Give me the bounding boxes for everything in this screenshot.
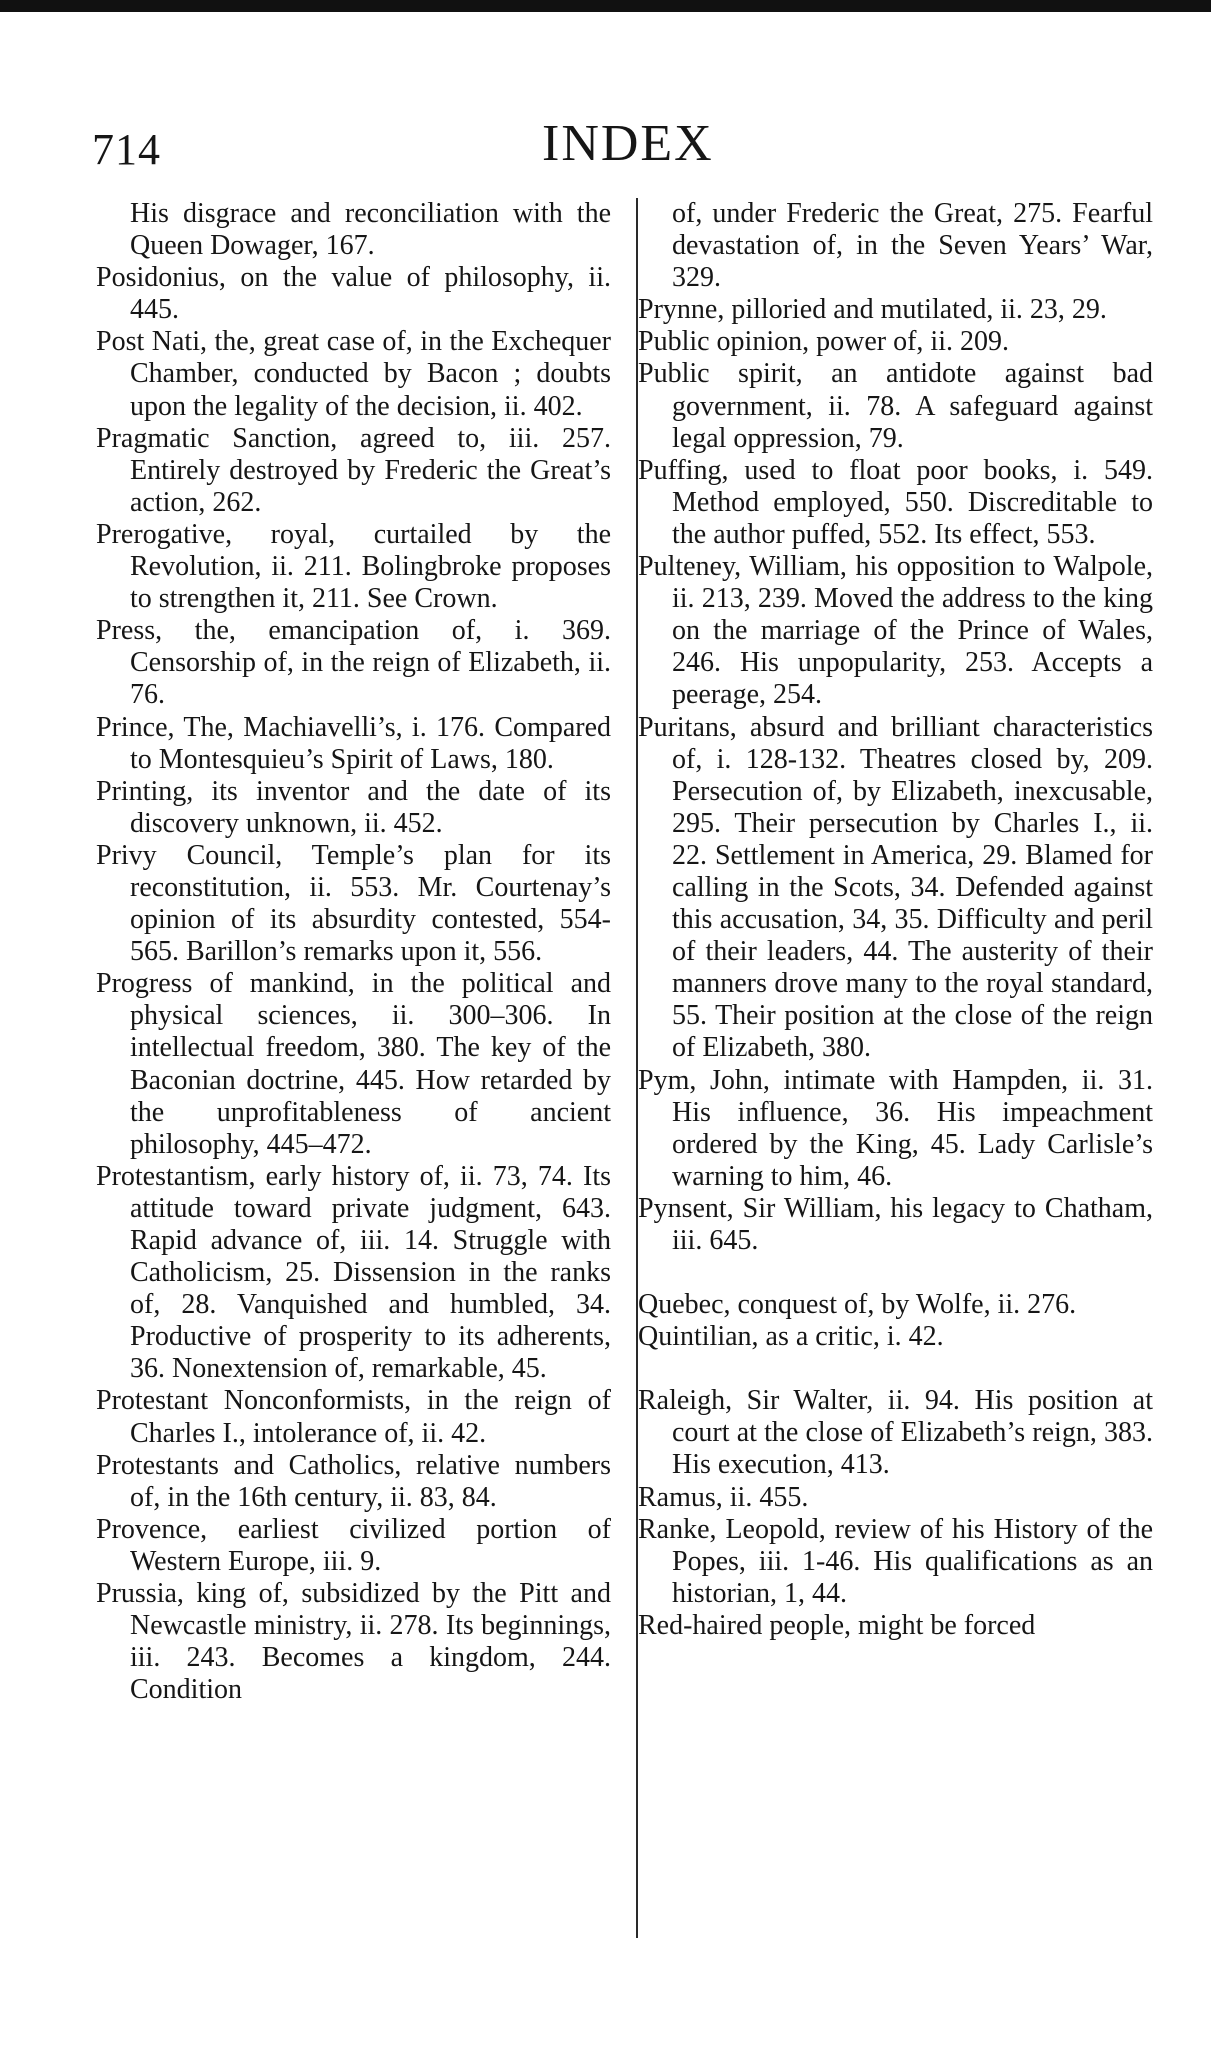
index-entry: Pynsent, Sir William, his legacy to Chatham, iii. 645. (638, 1192, 1153, 1256)
index-entry: Ranke, Leopold, review of his History of the Popes, iii. 1-46. His qualifications as an historian, 1, 44. (638, 1513, 1153, 1609)
index-entry: Prynne, pilloried and mutilated, ii. 23, 29. (638, 294, 1107, 326)
index-entry: Prerogative, royal, curtailed by the Revolution, ii. 211. Bolingbroke proposes to strengthen it, 211. See Crown. (96, 518, 611, 615)
index-entry: Post Nati, the, great case of, in the Exchequer Chamber, conducted by Bacon ; doubts upon the legality of the decision, ii. 402. (96, 326, 611, 422)
index-entry: Protestant Nonconformists, in the reign of Charles I., intolerance of, ii. 42. (96, 1385, 611, 1449)
index-entry: Press, the, emancipation of, i. 369. Censorship of, in the reign of Elizabeth, ii. 76. (96, 615, 611, 711)
index-entry: Puritans, absurd and brilliant characteristics of, i. 128-132. Theatres closed by, 209. Persecution of, by Elizabeth, inexcusable, 295. Their persecution by Charles I., ii. 22. Settlement in America, 29. Blamed for calling in the Scots, 34. Defended against this accusation, 34, 35. Difficulty and peril of their leaders, 44. The austerity of their manners drove many to the royal standard, 55. Their position at the close of the reign of Elizabeth, 380. (638, 711, 1153, 1064)
index-entry: Pragmatic Sanction, agreed to, iii. 257. Entirely destroyed by Frederic the Great’s action, 262. (96, 422, 611, 518)
index-entry: of, under Frederic the Great, 275. Fearful devastation of, in the Seven Years’ War, 329. (672, 198, 1153, 294)
page-title: INDEX (542, 115, 714, 172)
index-entry: Posidonius, on the value of philosophy, ii. 445. (96, 262, 611, 326)
page-number: 714 (92, 125, 161, 174)
index-entry: Prince, The, Machiavelli’s, i. 176. Compared to Montesquieu’s Spirit of Laws, 180. (96, 711, 611, 775)
index-entry: Privy Council, Temple’s plan for its reconstitution, ii. 553. Mr. Courtenay’s opinion of its absurdity contested, 554-565. Barillon’s remarks upon it, 556. (96, 839, 611, 968)
index-entry: Protestants and Catholics, relative numbers of, in the 16th century, ii. 83, 84. (96, 1449, 611, 1513)
index-entry: Quintilian, as a critic, i. 42. (638, 1321, 944, 1353)
index-entry: His disgrace and reconciliation with the Queen Dowager, 167. (130, 198, 611, 262)
index-entry: Protestantism, early history of, ii. 73, 74. Its attitude toward private judgment, 643. Rapid advance of, iii. 14. Struggle with Catholicism, 25. Dissension in the ranks of, 28. Vanquished and humbled, 34. Productive of prosperity to its adherents, 36. Nonextension of, remarkable, 45. (96, 1160, 611, 1385)
index-entry: Printing, its inventor and the date of its discovery unknown, ii. 452. (96, 775, 611, 839)
index-entry: Public spirit, an antidote against bad government, ii. 78. A safeguard against legal oppression, 79. (638, 358, 1153, 454)
index-entry: Prussia, king of, subsidized by the Pitt and Newcastle ministry, ii. 278. Its beginnings, iii. 243. Becomes a kingdom, 244. Condition (96, 1578, 611, 1706)
index-entry: Ramus, ii. 455. (638, 1481, 809, 1513)
index-entry: Puffing, used to float poor books, i. 549. Method employed, 550. Discreditable to the author puffed, 552. Its effect, 553. (638, 454, 1153, 550)
index-entry: Public opinion, power of, ii. 209. (638, 326, 1009, 358)
index-entry: Pulteney, William, his opposition to Walpole, ii. 213, 239. Moved the address to the king on the marriage of the Prince of Wales, 246. His unpopularity, 253. Accepts a peerage, 254. (638, 551, 1153, 711)
index-column-left (96, 198, 611, 1706)
index-entry: Pym, John, intimate with Hampden, ii. 31. His influence, 36. His impeachment ordered by the King, 45. Lady Carlisle’s warning to him, 46. (638, 1064, 1153, 1192)
index-entry: Quebec, conquest of, by Wolfe, ii. 276. (638, 1289, 1077, 1321)
index-entry: Progress of mankind, in the political and physical sciences, ii. 300–306. In intellectual freedom, 380. The key of the Baconian doctrine, 445. How retarded by the unprofitableness of ancient philosophy, 445–472. (96, 968, 611, 1160)
page-top-border (0, 0, 1211, 12)
index-entry: Raleigh, Sir Walter, ii. 94. His position at court at the close of Elizabeth’s reign, 383. His execution, 413. (638, 1385, 1153, 1481)
index-entry: Red-haired people, might be forced (638, 1609, 1036, 1641)
index-column-right (638, 198, 1153, 1642)
index-entry: Provence, earliest civilized portion of Western Europe, iii. 9. (96, 1513, 611, 1577)
